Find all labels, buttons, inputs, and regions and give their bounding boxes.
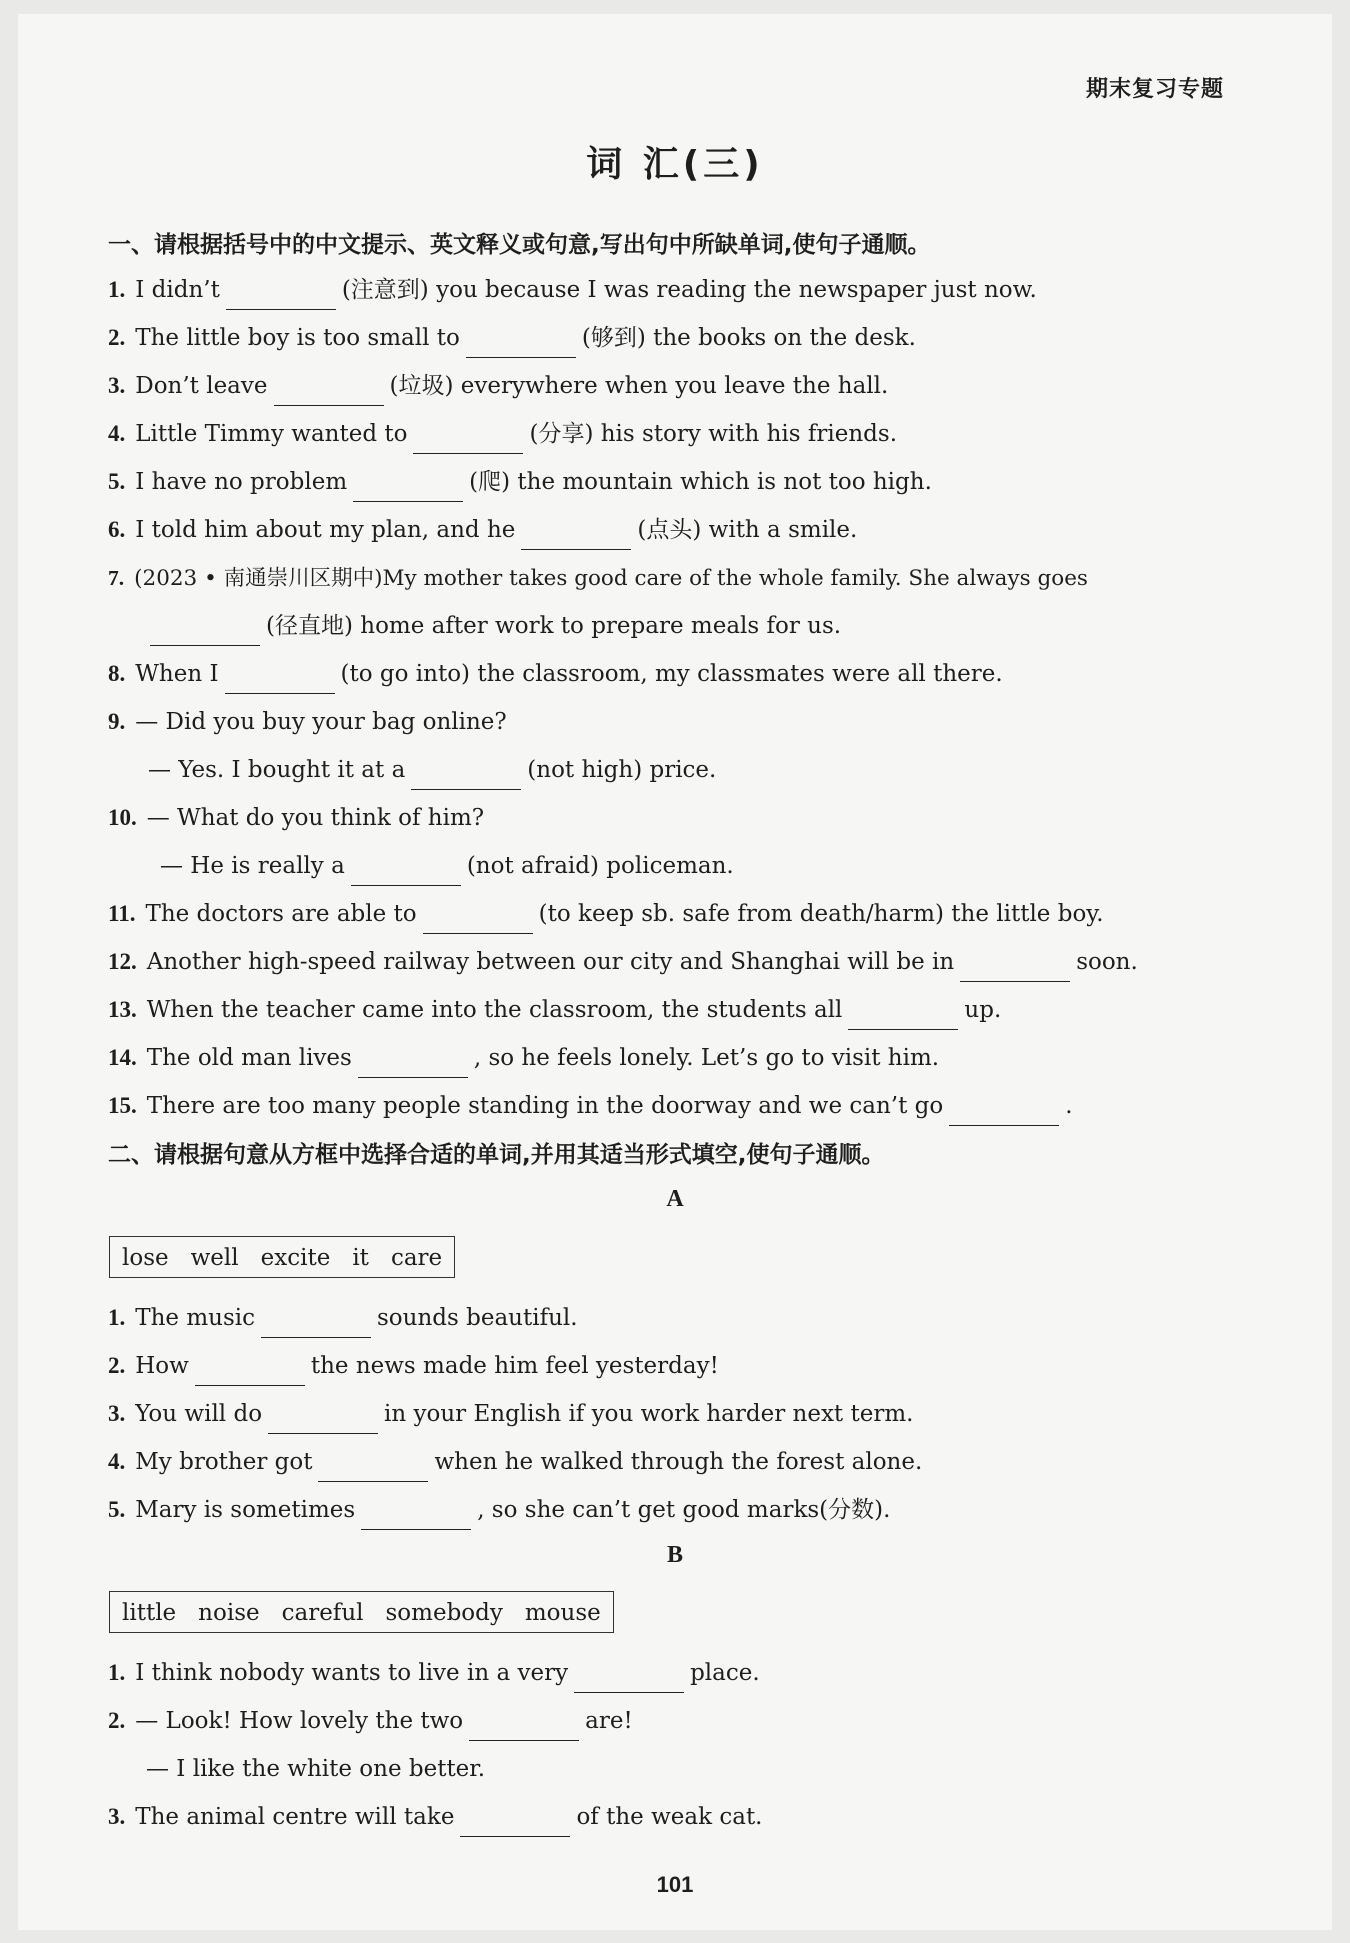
- list-item: 11. The doctors are able to (to keep sb. safe from death/harm) the little boy.: [108, 894, 1104, 934]
- list-item: 1. The music sounds beautiful.: [108, 1298, 578, 1338]
- section-b-label: B: [666, 1542, 683, 1568]
- list-item: 1. I didn’t (注意到) you because I was reading the newspaper just now.: [108, 270, 1037, 310]
- answer-blank[interactable]: [318, 1455, 428, 1482]
- answer-blank[interactable]: [521, 523, 631, 550]
- list-item: 1. I think nobody wants to live in a very place.: [108, 1653, 760, 1693]
- answer-blank[interactable]: [469, 1714, 579, 1741]
- word-bank-word: somebody: [385, 1600, 503, 1626]
- word-bank-word: careful: [281, 1600, 364, 1626]
- list-item: 3. The animal centre will take of the weak cat.: [108, 1797, 763, 1837]
- word-bank-word: excite: [260, 1245, 331, 1271]
- word-bank-word: noise: [198, 1600, 260, 1626]
- list-item: 3. You will do in your English if you work harder next term.: [108, 1394, 913, 1434]
- word-bank-word: well: [190, 1245, 239, 1271]
- answer-blank[interactable]: [261, 1311, 371, 1338]
- answer-blank[interactable]: [574, 1666, 684, 1693]
- word-bank-word: little: [122, 1600, 177, 1626]
- answer-blank[interactable]: [423, 907, 533, 934]
- list-item: 2. — Look! How lovely the two are!: [108, 1701, 633, 1741]
- answer-blank[interactable]: [466, 331, 576, 358]
- list-item: 7. (2023 • 南通崇川区期中)My mother takes good care of the whole family. She always goes: [108, 566, 1088, 591]
- word-bank-word: lose: [122, 1245, 169, 1271]
- list-item: 13. When the teacher came into the classroom, the students all up.: [108, 990, 1001, 1030]
- section-a-label: A: [666, 1186, 684, 1212]
- answer-blank[interactable]: [225, 667, 335, 694]
- part1-heading: 一、请根据括号中的中文提示、英文释义或句意,写出句中所缺单词,使句子通顺。: [108, 232, 931, 258]
- answer-blank[interactable]: [460, 1810, 570, 1837]
- header-tag: 期末复习专题: [1086, 77, 1225, 102]
- answer-blank[interactable]: [274, 379, 384, 406]
- list-item: 8. When I (to go into) the classroom, my classmates were all there.: [108, 654, 1003, 694]
- answer-blank[interactable]: [195, 1359, 305, 1386]
- word-bank-word: care: [390, 1245, 443, 1271]
- page-number: 101: [656, 1872, 694, 1897]
- list-item: 2. How the news made him feel yesterday!: [108, 1346, 719, 1386]
- answer-blank[interactable]: [358, 1051, 468, 1078]
- list-item-continuation: — He is really a (not afraid) policeman.: [160, 846, 734, 886]
- list-item-continuation: — I like the white one better.: [146, 1756, 486, 1782]
- list-item-continuation: (径直地) home after work to prepare meals for us.: [150, 606, 841, 646]
- list-item: 5. I have no problem (爬) the mountain which is not too high.: [108, 462, 932, 502]
- answer-blank[interactable]: [413, 427, 523, 454]
- word-bank-b: [109, 1591, 614, 1633]
- answer-blank[interactable]: [226, 283, 336, 310]
- answer-blank[interactable]: [361, 1503, 471, 1530]
- list-item: 3. Don’t leave (垃圾) everywhere when you leave the hall.: [108, 366, 888, 406]
- list-item: 15. There are too many people standing in the doorway and we can’t go .: [108, 1086, 1073, 1126]
- answer-blank[interactable]: [351, 859, 461, 886]
- list-item-continuation: — Yes. I bought it at a (not high) price.: [148, 750, 716, 790]
- answer-blank[interactable]: [949, 1099, 1059, 1126]
- part2-heading: 二、请根据句意从方框中选择合适的单词,并用其适当形式填空,使句子通顺。: [108, 1142, 885, 1168]
- list-item: 4. My brother got when he walked through the forest alone.: [108, 1442, 922, 1482]
- page-title: 词 汇(三): [586, 144, 764, 185]
- answer-blank[interactable]: [848, 1003, 958, 1030]
- answer-blank[interactable]: [150, 619, 260, 646]
- list-item: 2. The little boy is too small to (够到) the books on the desk.: [108, 318, 916, 358]
- word-bank-word: it: [352, 1245, 369, 1271]
- answer-blank[interactable]: [411, 763, 521, 790]
- list-item: 9. — Did you buy your bag online?: [108, 709, 507, 735]
- answer-blank[interactable]: [268, 1407, 378, 1434]
- list-item: 12. Another high-speed railway between our city and Shanghai will be in soon.: [108, 942, 1138, 982]
- list-item: 14. The old man lives , so he feels lonely. Let’s go to visit him.: [108, 1038, 939, 1078]
- answer-blank[interactable]: [353, 475, 463, 502]
- list-item: 6. I told him about my plan, and he (点头) with a smile.: [108, 510, 857, 550]
- word-bank-a: [109, 1236, 455, 1278]
- list-item: 5. Mary is sometimes , so she can’t get good marks(分数).: [108, 1490, 890, 1530]
- list-item: 4. Little Timmy wanted to (分享) his story with his friends.: [108, 414, 897, 454]
- word-bank-word: mouse: [524, 1600, 601, 1626]
- answer-blank[interactable]: [960, 955, 1070, 982]
- list-item: 10. — What do you think of him?: [108, 805, 485, 831]
